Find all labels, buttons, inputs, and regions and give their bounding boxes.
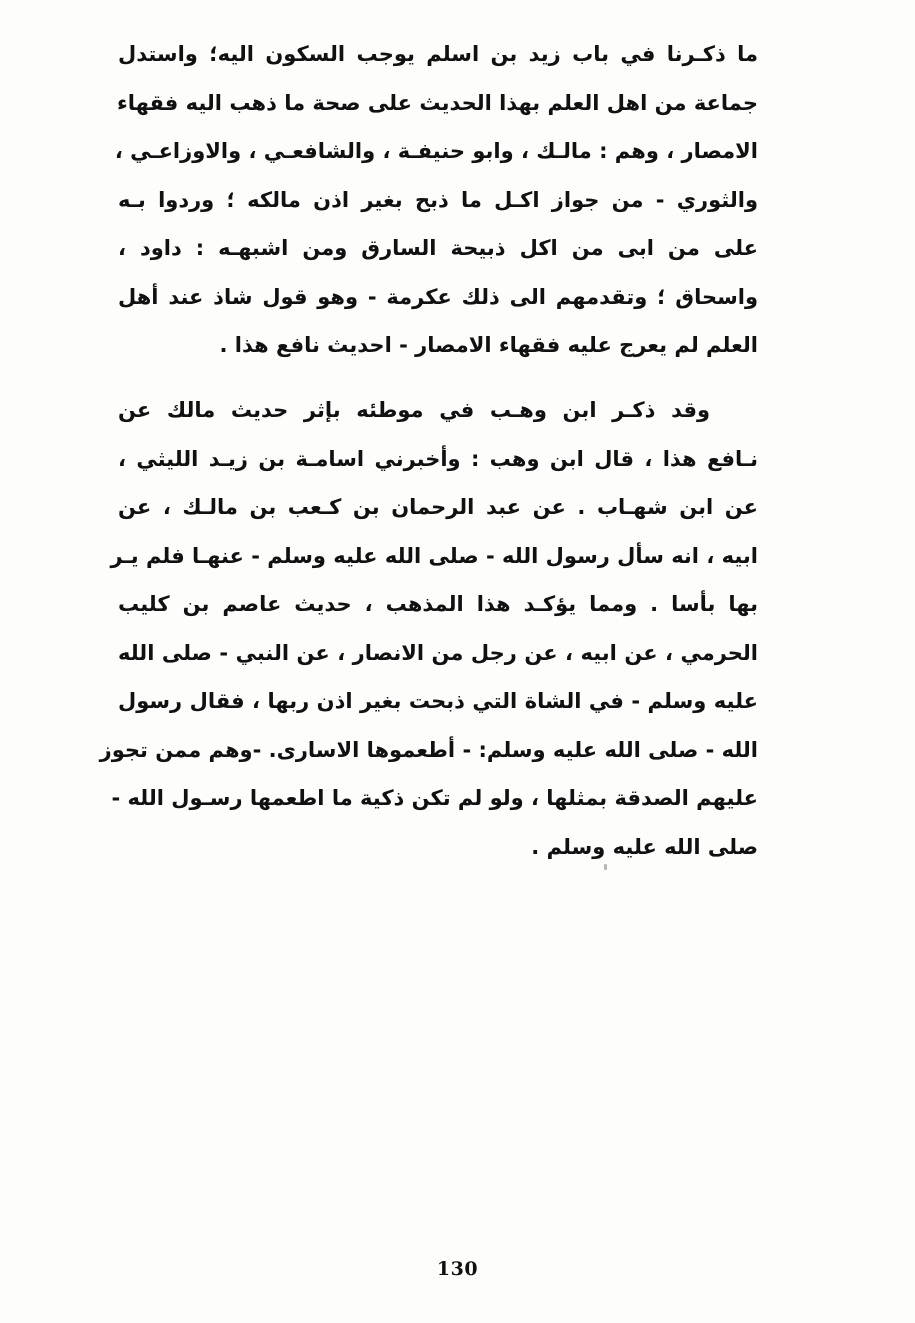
- text-line: واسحاق ؛ وتقدمهم الى ذلك عكرمة - وهو قول شاذ عند أهل: [118, 284, 758, 309]
- text-line: عن ابن شهـاب . عن عبد الرحمان بن كـعب بن مالـك ، عن: [118, 495, 758, 519]
- text-line: بها بأسا . ومما يؤكـد هذا المذهب ، حديث عاصم بن كليب: [118, 592, 758, 616]
- text-line: عليهم الصدقة بمثلها ، ولو لم تكن ذكية ما اطعمها رسـول الله -: [111, 786, 758, 810]
- text-line: جماعة من اهل العلم بهذا الحديث على صحة ما ذهب اليه فقهاء: [116, 90, 758, 115]
- text-line: عليه وسلم - في الشاة التي ذبحت بغير اذن ربها ، فقال رسول: [118, 689, 758, 713]
- paragraph-1: [114, 30, 758, 370]
- text-line: الامصار ، وهم : مالـك ، وابو حنيفـة ، والشافعـي ، والاوزاعـي ،: [114, 139, 758, 163]
- text-line: على من ابى من اكل ذبيحة السارق ومن اشبهـه : داود ،: [118, 236, 758, 260]
- text-line: الحرمي ، عن ابيه ، عن رجل من الانصار ، عن النبي - صلى الله: [118, 640, 758, 665]
- text-line: والثوري - من جواز اكـل ما ذبح بغير اذن مالكه ؛ وردوا بـه: [118, 187, 758, 212]
- text-line: صلى الله عليه وسلم .: [531, 834, 758, 859]
- text-line: العلم لم يعرج عليه فقهاء الامصار - احديث نافع هذا .: [219, 333, 758, 357]
- paragraph-2: [99, 386, 758, 871]
- text-line: نـافع هذا ، قال ابن وهب : وأخبرني اسامـة بن زيـد الليثي ،: [118, 446, 758, 471]
- text-line: ابيه ، انه سأل رسول الله - صلى الله عليه وسلم - عنهـا فلم يـر: [110, 543, 758, 568]
- text-line: الله - صلى الله عليه وسلم: - أطعموها الاسارى. -وهم ممن تجوز: [99, 737, 758, 762]
- text-line: ما ذكـرنا في باب زيد بن اسلم يوجب السكون اليه؛ واستدل: [118, 42, 758, 66]
- scan-speck: [604, 864, 607, 870]
- text-line: وقد ذكـر ابن وهـب في موطئه بإثر حديث مالك عن: [118, 398, 710, 422]
- page-number: 130: [436, 1258, 479, 1280]
